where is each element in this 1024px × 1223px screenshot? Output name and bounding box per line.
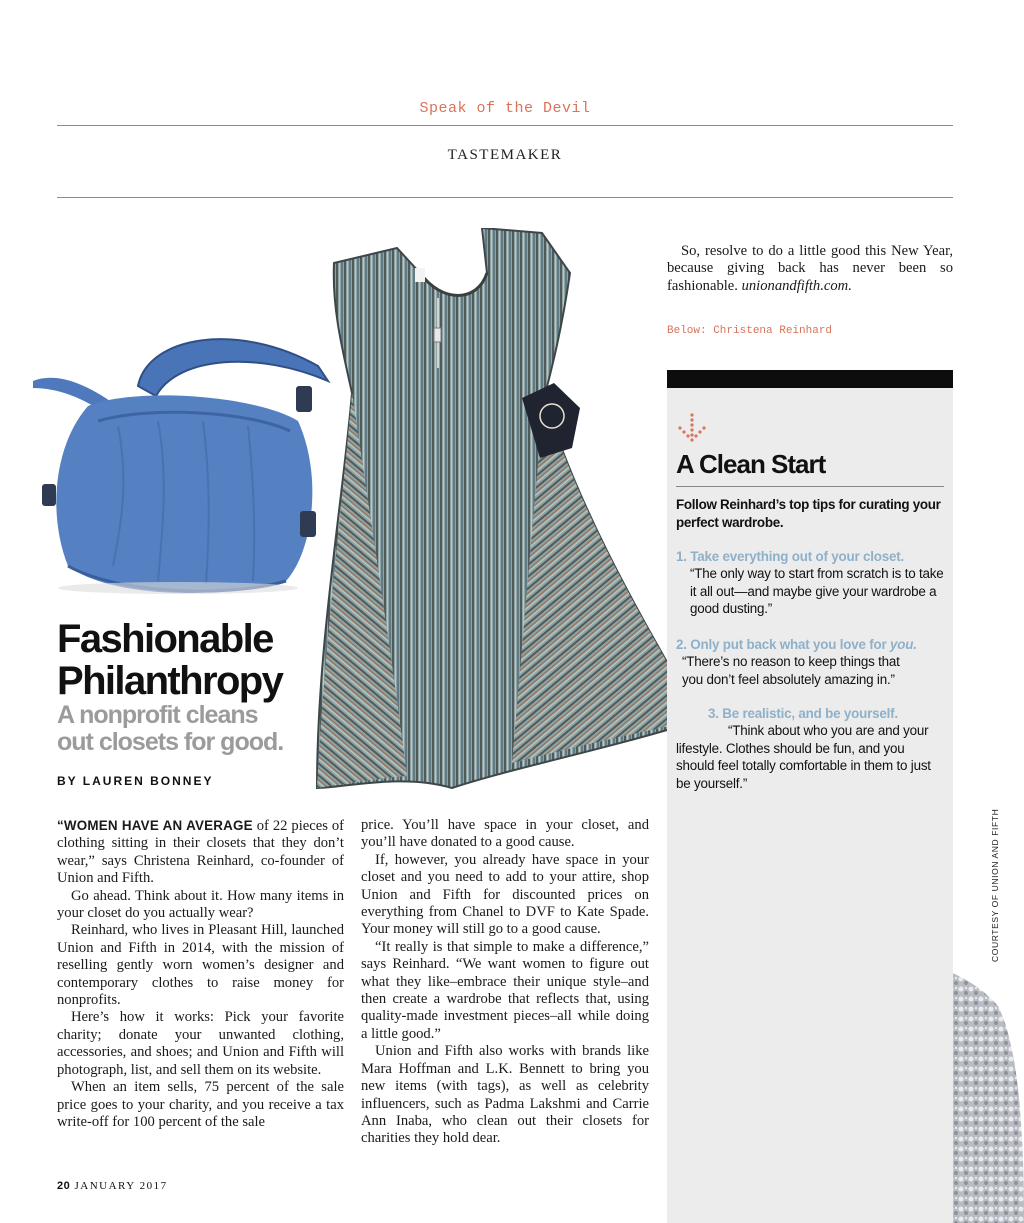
body-paragraph: If, however, you already have space in your closet and you need to add to your attire, shop Union and Fifth for discounted prices on everything from Chanel to DVF to Kate Spade. Your money will still go to a good cause. — [361, 851, 649, 938]
headline-line-2: Philanthropy — [57, 659, 283, 703]
website-link[interactable]: unionandfifth.com. — [741, 277, 852, 294]
handbag-photo — [28, 326, 340, 598]
striped-dress-photo — [312, 228, 704, 794]
tip-heading: 1. Take everything out of your closet. — [676, 549, 905, 564]
tip-2 — [676, 636, 946, 688]
sidebar-top-bar — [667, 370, 953, 388]
article-headline — [57, 618, 347, 702]
page-number: 20 — [57, 1180, 71, 1192]
deck-line-1: A nonprofit cleans — [57, 701, 258, 729]
top-rule — [57, 125, 953, 126]
tip-heading: 3. Be realistic, and be yourself. — [708, 706, 898, 721]
tip-heading-text: 2. Only put back what you love for — [676, 637, 887, 652]
body-column-2 — [361, 817, 649, 1148]
deck-line-2: out closets for good. — [57, 728, 284, 756]
tip-body: “There’s no reason to keep things that you don’t feel absolutely amazing in.” — [682, 654, 900, 687]
lead-in: “WOMEN HAVE AN AVERAGE — [57, 818, 253, 833]
body-paragraph: When an item sells, 75 percent of the sale price goes to your charity, and you receive a tax write-off for 100 percent of the sale — [57, 1079, 344, 1130]
body-column-1 — [57, 817, 344, 1131]
sidebar-title: A Clean Start — [676, 449, 826, 479]
closing-paragraph-text: So, resolve to do a little good this New Year, because giving back has never been so fashionable. — [667, 243, 953, 294]
tip-body: “Think about who you are and your lifestyle. Clothes should be fun, and you should feel totally comfortable in them to just be yourself.” — [676, 723, 931, 791]
page-folio — [57, 1180, 168, 1192]
section-name: Speak of the Devil — [419, 100, 591, 117]
tip-1 — [676, 548, 946, 618]
headline-line-1: Fashionable — [57, 617, 273, 661]
sidebar-intro: Follow Reinhard’s top tips for curating your perfect wardrobe. — [676, 497, 941, 530]
tip-body: “The only way to start from scratch is to take it all out—and maybe give your wardrobe a good dusting.” — [690, 566, 944, 617]
sidebar-rule — [676, 486, 944, 487]
body-paragraph: Go ahead. Think about it. How many items in your closet do you actually wear? — [57, 887, 344, 922]
body-paragraph — [57, 817, 344, 888]
body-paragraph: price. You’ll have space in your closet, and you’ll have donated to a good cause. — [361, 817, 649, 851]
body-paragraph: Union and Fifth also works with brands like Mara Hoffman and L.K. Bennett to bring you new items (with tags), as well as celebrity influencers, such as Padma Lakshmi and Carrie Ann Inaba, who clean out their closets for charities they hold dear. — [361, 1043, 649, 1147]
photo-credit: COURTESY OF UNION AND FIFTH — [990, 808, 1000, 962]
tip-3 — [676, 705, 946, 792]
byline: BY LAUREN BONNEY — [57, 774, 214, 788]
photo-caption: Below: Christena Reinhard — [667, 325, 833, 337]
issue-date: JANUARY 2017 — [74, 1180, 168, 1192]
body-paragraph: “It really is that simple to make a difference,” says Reinhard. “We want women to figure out what they like–embrace their unique style–and then create a wardrobe that reflects that, using quality-made investment pieces–all while doing a little good.” — [361, 938, 649, 1042]
tip-heading — [676, 636, 946, 653]
lead-paragraph-text: of 22 pieces of clothing sitting in their closets that they don’t wear,” says Christena Reinhard, co-founder of Union and Fifth. — [57, 818, 344, 887]
dotted-arrow-down-icon — [677, 412, 707, 444]
header-rule — [57, 197, 953, 198]
closing-paragraph — [667, 243, 953, 295]
tip-heading-emphasis: you. — [890, 637, 917, 652]
body-paragraph: Here’s how it works: Pick your favorite charity; donate your unwanted clothing, accessories, and shoes; and Union and Fifth will photograph, list, and sell them on its website. — [57, 1009, 344, 1078]
body-paragraph: Reinhard, who lives in Pleasant Hill, launched Union and Fifth in 2014, with the mission of reselling gently worn women’s designer and contemporary clothes to raise money for nonprofits. — [57, 922, 344, 1009]
department-label: TASTEMAKER — [447, 147, 563, 163]
article-deck — [57, 702, 347, 756]
